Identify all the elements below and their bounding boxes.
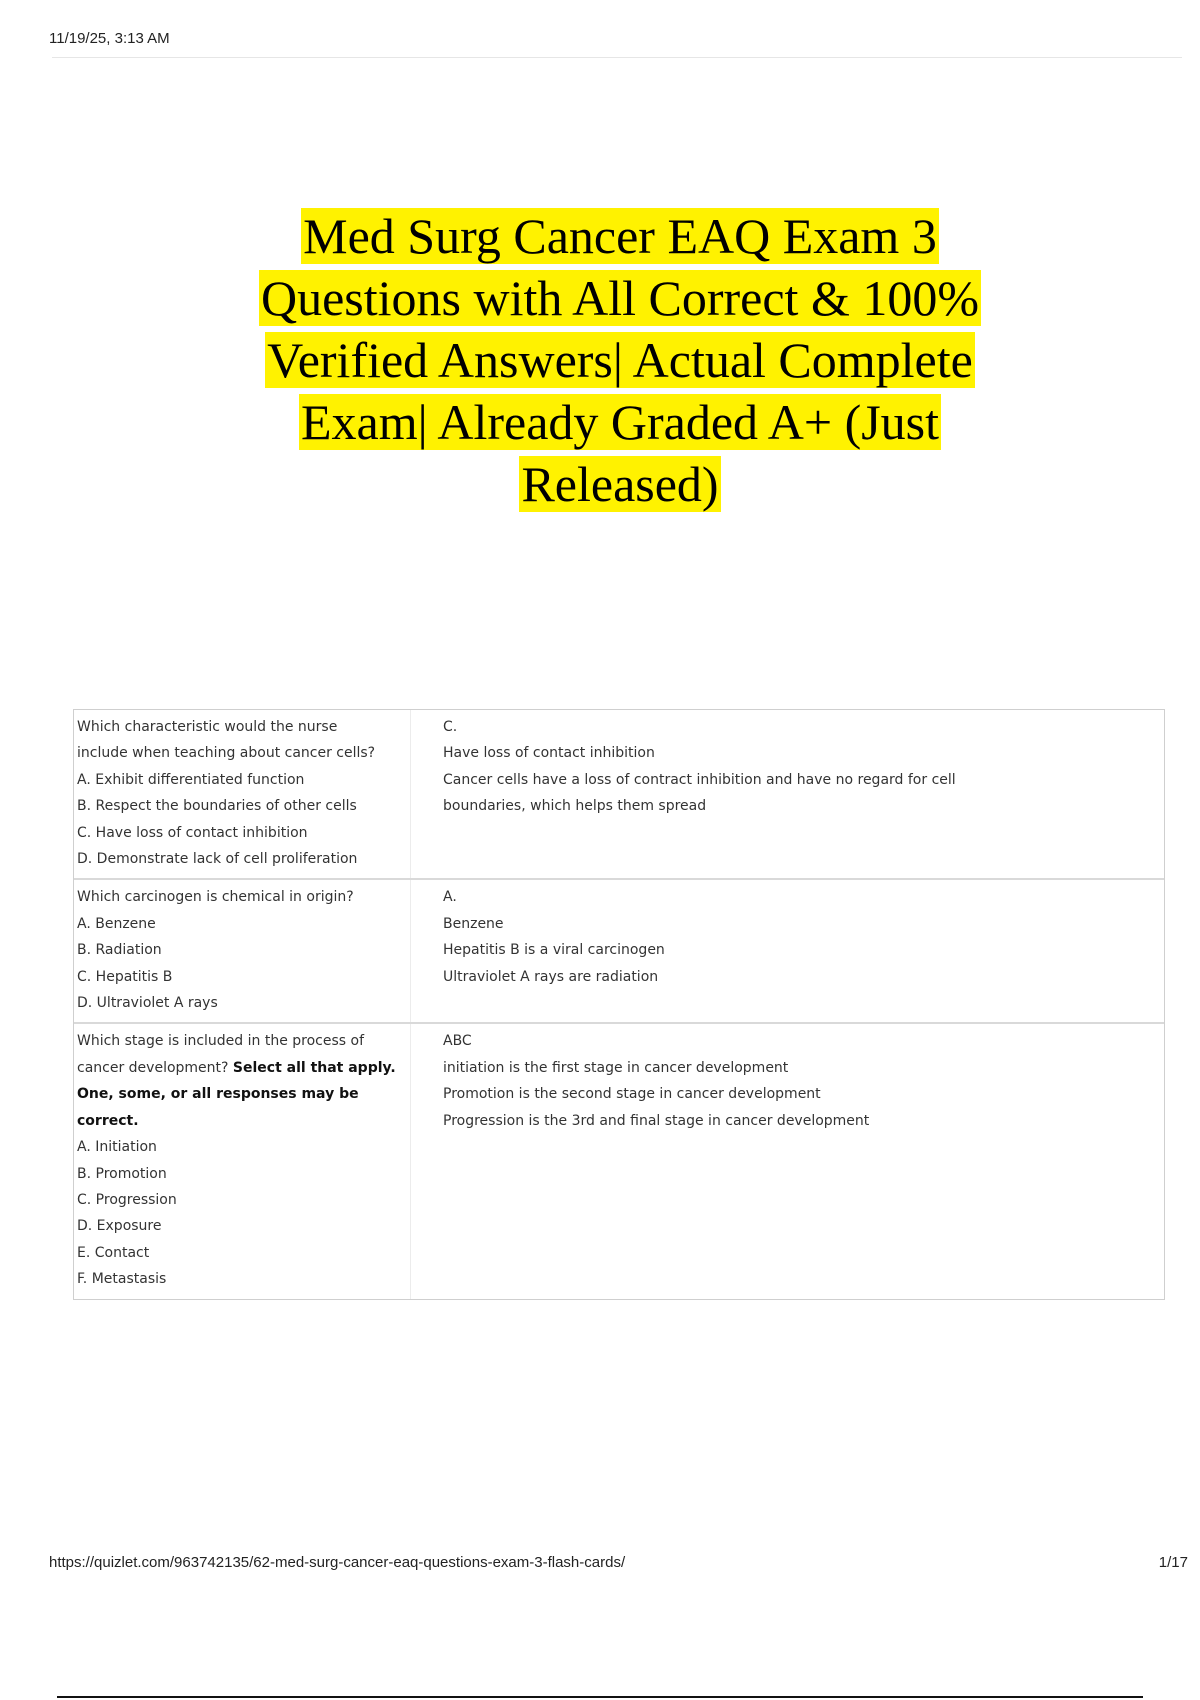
select-all-instruction: Select all that apply. xyxy=(232,1059,396,1076)
card-term xyxy=(74,710,411,878)
term-line: C. Progression xyxy=(77,1191,177,1208)
flashcard-row xyxy=(74,1024,1164,1298)
title-line xyxy=(180,453,1060,515)
definition-line: Hepatitis B is a viral carcinogen xyxy=(443,942,665,959)
definition-line: Progression is the 3rd and final stage in cancer development xyxy=(443,1112,870,1129)
term-instruction-line: correct. xyxy=(77,1112,139,1129)
card-definition xyxy=(411,880,1164,1022)
flashcard-table xyxy=(73,709,1165,1300)
title-line xyxy=(180,391,1060,453)
term-line: A. Exhibit differentiated function xyxy=(77,771,305,788)
title-line xyxy=(180,205,1060,267)
term-line: B. Respect the boundaries of other cells xyxy=(77,798,357,815)
definition-line: ABC xyxy=(443,1033,472,1050)
term-line: F. Metastasis xyxy=(77,1271,167,1288)
definition-line: initiation is the first stage in cancer development xyxy=(443,1059,789,1076)
definition-line: Promotion is the second stage in cancer development xyxy=(443,1086,821,1103)
card-definition xyxy=(411,710,1164,878)
term-line: C. Hepatitis B xyxy=(77,968,173,985)
flashcard-row xyxy=(74,880,1164,1024)
term-instruction-line: One, some, or all responses may be xyxy=(77,1086,359,1103)
card-term xyxy=(74,1024,411,1298)
term-line: C. Have loss of contact inhibition xyxy=(77,824,308,841)
term-line: D. Ultraviolet A rays xyxy=(77,995,218,1012)
term-line: include when teaching about cancer cells? xyxy=(77,745,376,762)
term-line: B. Promotion xyxy=(77,1165,167,1182)
source-url[interactable]: https://quizlet.com/963742135/62-med-surg-cancer-eaq-questions-exam-3-flash-cards/ xyxy=(49,1554,626,1571)
definition-line: Have loss of contact inhibition xyxy=(443,745,655,762)
title-line-text: Verified Answers| Actual Complete xyxy=(267,332,973,388)
title-line-text: Questions with All Correct & 100% xyxy=(261,270,979,326)
term-line: Which stage is included in the process of xyxy=(77,1033,365,1050)
term-line: D. Exposure xyxy=(77,1218,162,1235)
document-title xyxy=(180,205,1060,515)
title-line-text: Released) xyxy=(521,456,719,512)
definition-line: Ultraviolet A rays are radiation xyxy=(443,968,659,985)
title-line-text: Med Surg Cancer EAQ Exam 3 xyxy=(303,208,937,264)
definition-line: boundaries, which helps them spread xyxy=(443,798,707,815)
term-line: E. Contact xyxy=(77,1244,150,1261)
definition-line: Cancer cells have a loss of contract inhibition and have no regard for cell xyxy=(443,771,956,788)
term-line: D. Demonstrate lack of cell proliferation xyxy=(77,851,358,868)
card-term xyxy=(74,880,411,1022)
term-line: Which characteristic would the nurse xyxy=(77,719,338,735)
page-number: 1/17 xyxy=(1158,1554,1188,1571)
term-line: A. Benzene xyxy=(77,915,156,932)
definition-line: A. xyxy=(443,889,457,906)
title-line xyxy=(180,329,1060,391)
bottom-divider xyxy=(57,1696,1143,1698)
term-line: Which carcinogen is chemical in origin? xyxy=(77,889,354,906)
card-definition xyxy=(411,1024,1164,1298)
term-line: A. Initiation xyxy=(77,1139,157,1156)
print-date-time: 11/19/25, 3:13 AM xyxy=(49,30,170,47)
term-line xyxy=(77,1055,407,1081)
title-line-text: Exam| Already Graded A+ (Just xyxy=(300,394,940,450)
title-line xyxy=(180,267,1060,329)
flashcard-row xyxy=(74,710,1164,880)
term-line: B. Radiation xyxy=(77,942,162,959)
header-divider xyxy=(52,57,1182,58)
definition-line: Benzene xyxy=(443,915,504,932)
term-line-text: cancer development? xyxy=(77,1059,229,1076)
definition-line: C. xyxy=(443,719,458,735)
